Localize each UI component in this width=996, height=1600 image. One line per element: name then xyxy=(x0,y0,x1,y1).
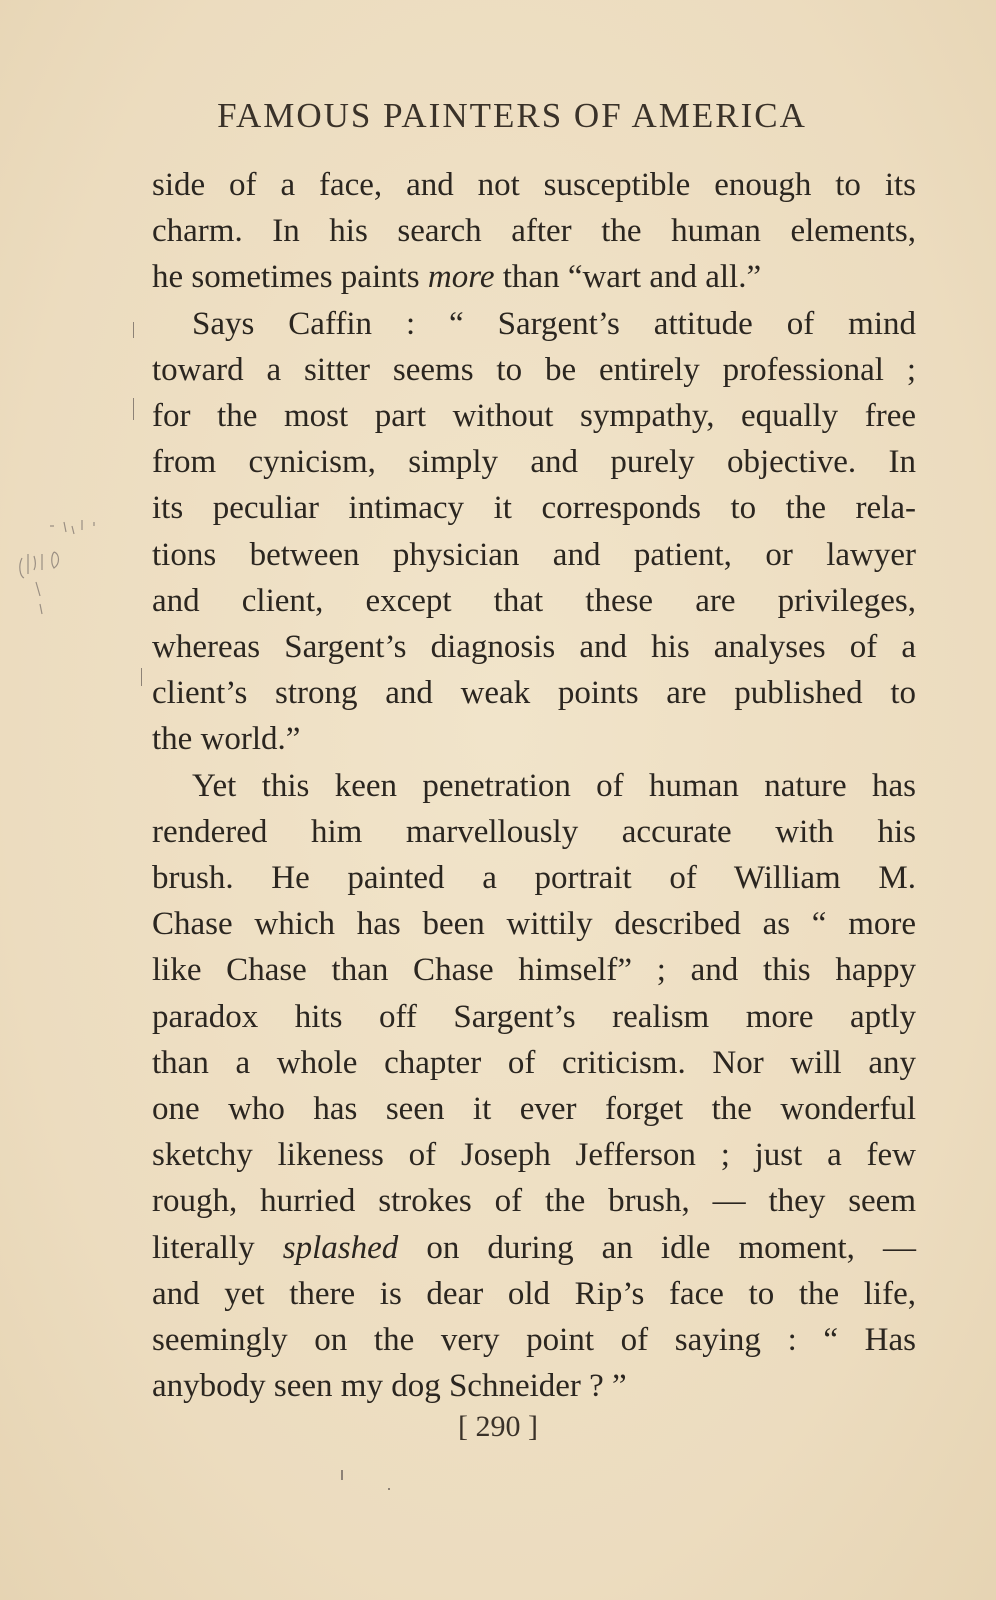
text-line: Yet this keen penetration of human nature has xyxy=(192,767,916,804)
page-speck xyxy=(341,1470,343,1480)
text-line: seemingly on the very point of saying : “ Has xyxy=(152,1322,916,1359)
body-text xyxy=(152,162,916,1409)
text-line: than a whole chapter of criticism. Nor will any xyxy=(152,1044,916,1081)
text-line: its peculiar intimacy it corresponds to the rela- xyxy=(152,490,916,527)
text-line: tions between physician and patient, or lawyer xyxy=(152,536,916,573)
text-line: literally splashed on during an idle moment, — xyxy=(152,1229,916,1266)
text-line: rendered him marvellously accurate with his xyxy=(152,813,916,850)
text-line: like Chase than Chase himself” ; and this happy xyxy=(152,952,916,989)
text-line: brush. He painted a portrait of William M. xyxy=(152,860,916,897)
page-speck xyxy=(133,322,134,338)
text-line: for the most part without sympathy, equally free xyxy=(152,398,916,435)
page-speck xyxy=(133,398,134,420)
text-line: and client, except that these are privileges, xyxy=(152,582,916,619)
text-line: the world.” xyxy=(152,721,301,758)
text-line: side of a face, and not susceptible enough to its xyxy=(152,167,916,203)
text-line: he sometimes paints more than “wart and all.” xyxy=(152,259,762,296)
text-line: Says Caffin : “ Sargent’s attitude of mind xyxy=(192,305,916,342)
page-speck xyxy=(388,1488,390,1490)
text-line: sketchy likeness of Joseph Jefferson ; just a few xyxy=(152,1137,916,1174)
text-line: client’s strong and weak points are published to xyxy=(152,675,916,712)
page-number: [ 290 ] xyxy=(458,1410,538,1443)
running-head: FAMOUS PAINTERS OF AMERICA xyxy=(217,96,807,135)
text-line: and yet there is dear old Rip’s face to the life, xyxy=(152,1275,916,1312)
text-line: one who has seen it ever forget the wonderful xyxy=(152,1091,916,1128)
text-line: toward a sitter seems to be entirely professional ; xyxy=(152,351,916,388)
page-speck xyxy=(141,668,142,686)
text-line: from cynicism, simply and purely objective. In xyxy=(152,444,916,481)
text-line: charm. In his search after the human elements, xyxy=(152,213,916,250)
pencil-marginalia xyxy=(18,520,118,640)
text-line: paradox hits off Sargent’s realism more aptly xyxy=(152,998,916,1035)
text-line: whereas Sargent’s diagnosis and his analyses of a xyxy=(152,629,916,666)
text-line: Chase which has been wittily described as “ more xyxy=(152,906,916,943)
text-line: rough, hurried strokes of the brush, — they seem xyxy=(152,1183,916,1220)
text-line: anybody seen my dog Schneider ? ” xyxy=(152,1368,627,1405)
